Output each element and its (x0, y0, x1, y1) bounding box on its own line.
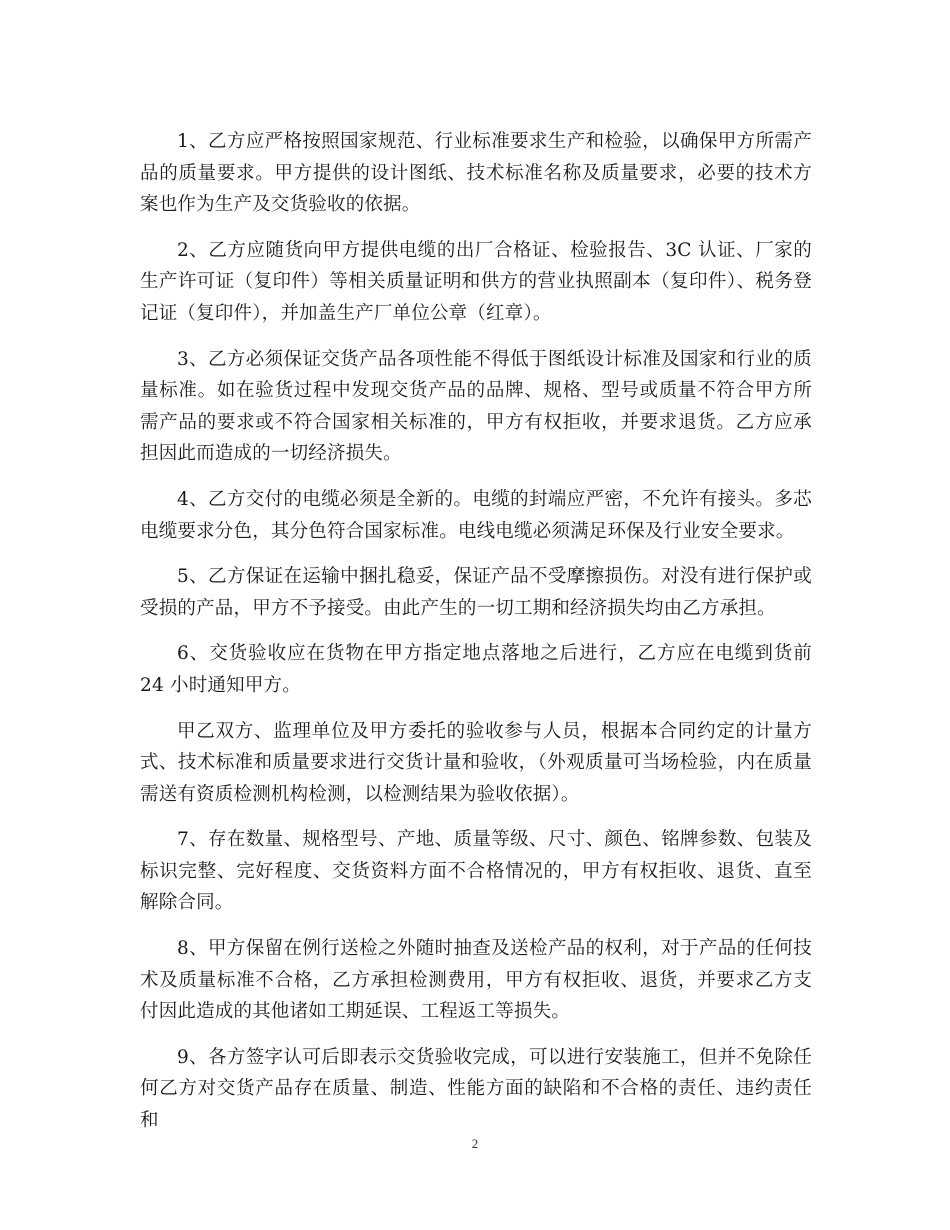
paragraph-6-continued: 甲乙双方、监理单位及甲方委托的验收参与人员，根据本合同约定的计量方式、技术标准和质量要求进行交货计量和验收，（外观质量可当场检验，内在质量需送有资质检测机构检测，以检测结果为验收依据）。 (140, 720, 812, 805)
paragraph-3: 3、乙方必须保证交货产品各项性能不得低于图纸设计标准及国家和行业的质量标准。如在验货过程中发现交货产品的品牌、规格、型号或质量不符合甲方所需产品的要求或不符合国家相关标准的，甲方有权拒收，并要求退货。乙方应承担因此而造成的一切经济损失。 (140, 348, 812, 465)
document-body (140, 126, 812, 1151)
paragraph-2: 2、乙方应随货向甲方提供电缆的出厂合格证、检验报告、3C 认证、厂家的生产许可证（复印件）等相关质量证明和供方的营业执照副本（复印件）、税务登记证（复印件），并加盖生产厂单位公章（红章）。 (140, 239, 812, 324)
paragraph-5: 5、乙方保证在运输中捆扎稳妥，保证产品不受摩擦损伤。对没有进行保护或受损的产品，甲方不予接受。由此产生的一切工期和经济损失均由乙方承担。 (140, 566, 812, 619)
paragraph-6: 6、交货验收应在货物在甲方指定地点落地之后进行，乙方应在电缆到货前 24 小时通知甲方。 (140, 643, 812, 696)
paragraph-8: 8、甲方保留在例行送检之外随时抽查及送检产品的权利，对于产品的任何技术及质量标准不合格，乙方承担检测费用，甲方有权拒收、退货，并要求乙方支付因此造成的其他诸如工期延误、工程返工等损失。 (140, 938, 812, 1023)
paragraph-7: 7、存在数量、规格型号、产地、质量等级、尺寸、颜色、铭牌参数、包装及标识完整、完好程度、交货资料方面不合格情况的，甲方有权拒收、退货、直至解除合同。 (140, 829, 812, 914)
paragraph-1: 1、乙方应严格按照国家规范、行业标准要求生产和检验，以确保甲方所需产品的质量要求。甲方提供的设计图纸、技术标准名称及质量要求，必要的技术方案也作为生产及交货验收的依据。 (140, 131, 812, 216)
paragraph-9: 9、各方签字认可后即表示交货验收完成，可以进行安装施工，但并不免除任何乙方对交货产品存在质量、制造、性能方面的缺陷和不合格的责任、违约责任和 (140, 1046, 812, 1132)
paragraph-4: 4、乙方交付的电缆必须是全新的。电缆的封端应严密，不允许有接头。多芯电缆要求分色，其分色符合国家标准。电线电缆必须满足环保及行业安全要求。 (140, 488, 812, 542)
page-number: 2 (471, 1136, 479, 1151)
